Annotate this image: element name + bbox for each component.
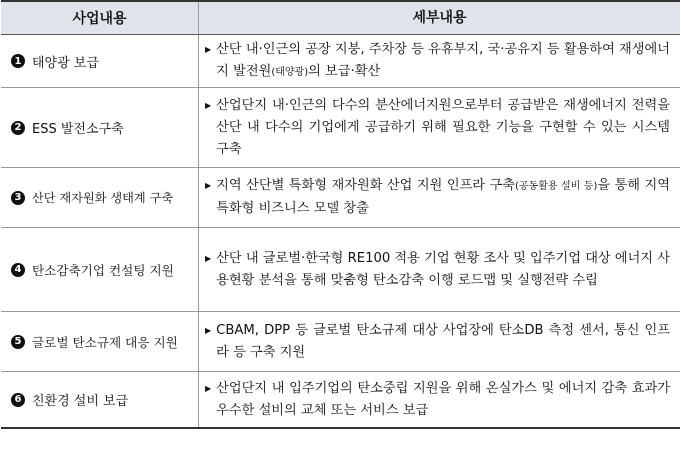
- row-title-cell: [1, 228, 199, 311]
- description-text-end: 을 통해 지역 특화형 비즈니스 모델 창출: [216, 178, 670, 216]
- bullet-arrow-icon: ▶: [205, 253, 212, 263]
- bullet-arrow-icon: ▶: [205, 100, 212, 110]
- description-text: 산업단지 내 입주기업의 탄소중립 지원을 위해 온실가스 및 에너지 감축 효과가 우수한 설비의 교체 또는 서비스 보급: [216, 380, 670, 418]
- row-detail-cell: [199, 88, 680, 167]
- number-badge: 1: [11, 54, 25, 68]
- row-description: [205, 248, 670, 292]
- header-detail-content: 세부내용: [412, 10, 467, 26]
- number-badge: 4: [11, 263, 25, 277]
- row-title: 탄소감축기업 컨설팅 지원: [32, 263, 174, 278]
- bullet-arrow-icon: ▶: [205, 325, 212, 335]
- description-text: 산업단지 내·인근의 다수의 분산에너지원으로부터 공급받은 재생에너지 전력을 산단 내 다수의 기업에게 공급하기 위해 필요한 기능을 구현할 수 있는 시스템 구축: [216, 97, 670, 157]
- number-badge: 2: [11, 121, 25, 135]
- row-description: [205, 95, 670, 161]
- row-detail-cell: [199, 35, 680, 87]
- row-title: 친환경 설비 보급: [32, 394, 129, 409]
- number-badge: 6: [11, 393, 25, 407]
- row-description: [205, 39, 670, 84]
- number-badge: 5: [11, 335, 25, 349]
- description-text: 산단 내 글로벌·한국형 RE100 적용 기업 현황 조사 및 입주기업 대상 에너지 사용현황 분석을 통해 맞춤형 탄소감축 이행 로드맵 및 실행전략 수립: [216, 250, 671, 288]
- table-row: [1, 168, 680, 228]
- description-text: 지역 산단별 특화형 재자원화 산업 지원 인프라 구축: [216, 178, 515, 193]
- row-title: ESS 발전소구축: [32, 122, 124, 137]
- description-note: (공동활용 설비 등): [515, 181, 598, 192]
- description-text: CBAM, DPP 등 글로벌 탄소규제 대상 사업장에 탄소DB 측정 센서, 통신 인프라 등 구축 지원: [216, 322, 670, 360]
- row-description: [205, 320, 670, 364]
- bullet-arrow-icon: ▶: [205, 181, 212, 190]
- row-detail-cell: [199, 312, 680, 371]
- table-row: [1, 35, 680, 88]
- table-row: [1, 312, 680, 372]
- row-title-cell: [1, 88, 199, 167]
- row-title: 태양광 보급: [32, 55, 99, 71]
- row-detail-cell: [199, 168, 680, 227]
- header-business-content: 사업내용: [1, 2, 199, 34]
- row-title-cell: [1, 312, 199, 371]
- description-text-end: 의 보급·확산: [308, 63, 381, 79]
- table-row: [1, 372, 680, 427]
- bullet-arrow-icon: ▶: [205, 383, 212, 393]
- description-text: 산단 내·인근의 공장 지붕, 주차장 등 유휴부지, 국·공유지 등 활용하여 재생에너지 발전원: [216, 41, 670, 79]
- row-detail-cell: [199, 228, 680, 311]
- row-title: 글로벌 탄소규제 대응 지원: [32, 335, 178, 350]
- row-detail-cell: [199, 372, 680, 427]
- table-header-row: [1, 2, 680, 35]
- row-title-cell: [1, 35, 199, 87]
- business-content-table: [1, 0, 680, 429]
- table-row: [1, 88, 680, 168]
- row-description: [205, 175, 670, 220]
- row-title-cell: [1, 168, 199, 227]
- number-badge: 3: [11, 191, 25, 205]
- description-note: (태양광): [271, 66, 309, 78]
- row-title-cell: [1, 372, 199, 427]
- table-row: [1, 228, 680, 312]
- row-description: [205, 378, 670, 422]
- row-title: 산단 재자원화 생태계 구축: [32, 191, 174, 205]
- bullet-arrow-icon: ▶: [205, 44, 212, 54]
